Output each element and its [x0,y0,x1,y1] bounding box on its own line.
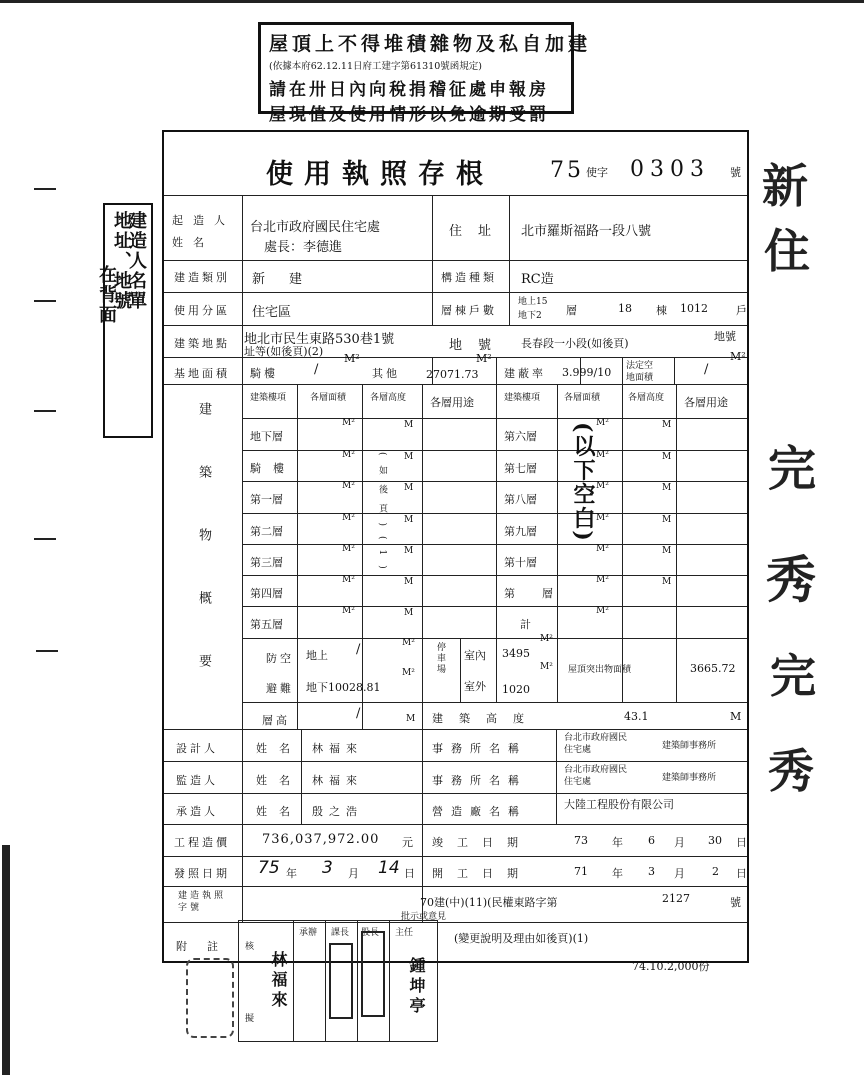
col-area-left: 各層面積 [310,393,347,403]
dong-count: 18 [618,302,632,315]
site-label: 建築地點 [174,337,230,350]
area-label: 基地面積 [174,367,230,380]
floor-row-left: 第五層 [250,618,283,631]
unit-height: M [662,515,672,525]
cost-unit: 元 [402,836,413,849]
margin-char: 秀 [766,550,816,609]
open-space-label-1: 法定空 [626,361,654,371]
unit-height: M [404,515,414,525]
floor-height-value: / [356,706,361,721]
unit-area: M² [596,575,609,585]
floor-row-left: 第三層 [250,556,283,569]
col-item-left: 建築樓項 [250,393,287,403]
permit-hao-unit: 號 [730,896,741,909]
margin-char: 完 [770,649,816,703]
roof-label: 屋頂突出物面積 [568,665,632,675]
note-label: 附註 [176,940,238,953]
building-height-label: 建築高度 [432,712,540,725]
contractor-office-label: 營造廠名稱 [432,805,527,818]
coverage-value: 3.999/10 [562,366,612,379]
address-label: 住址 [449,224,508,239]
completion-yue: 月 [674,836,685,849]
issue-ri: 日 [404,867,415,880]
floor-row-right: 第七層 [504,462,537,475]
unit-height: M [662,577,672,587]
floor-height-unit: M [406,714,416,724]
applicant-label: 起造人姓名 [172,214,235,249]
shelter-above-label: 地上 [306,649,328,662]
start-day: 2 [712,865,719,878]
completion-year: 73 [574,834,588,847]
other-value: 27071.73 [426,368,479,381]
margin-char: 新 [762,159,808,213]
shelter-above-unit: M² [402,638,415,648]
permit-hao: 號 [730,166,741,179]
designer-name-label: 姓名 [256,742,302,755]
site-address-2: 址等(如後頁)(2) [244,345,324,358]
regulation-stamp [258,22,592,125]
building-height-value: 43.1 [624,710,649,723]
completion-nian: 年 [612,836,623,849]
sig-cell-label: 課長 [331,928,350,938]
start-nian: 年 [612,867,623,880]
note-value: (變更說明及理由如後頁)(1) [454,932,589,945]
hu-count: 1012 [680,302,708,315]
sig-cell-label: 承辦 [299,928,318,938]
floors-ceng: 層 [566,304,577,317]
col-item-right: 建築樓項 [504,393,541,403]
scan-mark [34,188,56,190]
lot-value: 長春段一小段(如後頁) [521,337,629,350]
unit-height: M [404,546,414,556]
col-height-left: 各層高度 [370,393,407,403]
designer-office: 台北市政府國民住宅處 [564,733,628,755]
other-label: 其他 [372,367,400,380]
unit-area: M² [596,418,609,428]
side-note-col-2: 地址、地號 [111,211,132,311]
issue-day: 14 [378,858,400,878]
start-month: 3 [648,865,655,878]
smudge-stamp [186,958,234,1038]
permit-number: 0303 [630,157,710,182]
completion-month: 6 [648,834,655,847]
use-zone-value: 住宅區 [252,305,292,320]
open-space-unit: M² [730,350,746,363]
unit-area: M² [342,513,355,523]
margin-char: 秀 [768,744,814,798]
floor-row-right: 第六層 [504,430,537,443]
floors-label: 層棟戶數 [441,304,497,317]
scan-edge [0,0,864,3]
unit-height: M [662,546,672,556]
arcade-value: / [314,362,319,377]
shelter-label-1: 防空 [266,652,294,665]
permit-value: 70建(中)(11)(民權東路字第 [420,896,558,909]
sig-cell-label: 擬 [245,1014,255,1024]
permit-label: 建造執照字號 [178,891,227,913]
stamp-line-4: 屋現值及使用情形以免逾期受罰 [269,105,549,125]
coverage-label: 建蔽率 [504,367,546,380]
stamp-line-1: 屋頂上不得堆積雜物及私自加建 [269,33,592,55]
start-year: 71 [574,865,588,878]
outdoor-unit: M² [540,662,553,672]
floor-row-right: 第十層 [504,556,537,569]
unit-area: M² [596,450,609,460]
col-use-left: 各層用途 [430,396,474,409]
unit-area: M² [596,606,609,616]
completion-ri: 日 [736,836,747,849]
applicant-rep: 處長：李德進 [264,240,343,255]
permit-num: 2127 [662,892,690,905]
other-unit: M² [476,352,492,365]
arcade-unit: M² [344,352,360,365]
designer-office-2: 建築師事務所 [662,741,717,751]
start-yue: 月 [674,867,685,880]
supervisor-name: 林福來 [312,774,363,787]
cost-value: 736,037,972.00 [262,832,380,847]
indoor-value: 3495 [502,647,530,660]
unit-area: M² [596,481,609,491]
floor-row-right: 第九層 [504,525,537,538]
issue-nian: 年 [286,867,297,880]
floor-row-left: 地下層 [250,430,283,443]
contractor-label: 承造人 [176,805,218,818]
blank-below-note: (以下空白) [570,422,596,543]
unit-height: M [662,452,672,462]
unit-area: M² [596,544,609,554]
unit-area: M² [342,418,355,428]
sig-cell-label: 主任 [395,928,414,938]
use-zone-label: 使用分區 [174,304,230,317]
dong-unit: 棟 [656,304,667,317]
floor-row-right: 第 層 [504,587,561,600]
floor-row-left: 第四層 [250,587,283,600]
open-space-label-2: 地面積 [626,373,654,383]
contractor-name: 殷之浩 [312,805,363,818]
stamp-line-2: (依據本府62.12.11日府工建字第61310號函規定) [269,61,482,72]
permit-word: 使字 [586,166,608,179]
unit-area: M² [342,606,355,616]
building-summary-label: 建築物概要 [196,402,211,717]
site-address-1: 地北市民生東路530巷1號 [244,332,395,347]
signature-block [238,912,447,1042]
scan-mark [34,300,56,302]
shelter-below-unit: M² [402,668,415,678]
unit-area: M² [596,513,609,523]
outdoor-label: 室外 [464,680,486,693]
supervisor-name-label: 姓名 [256,774,302,787]
floor-row-right: 計 [520,618,531,631]
col-use-right: 各層用途 [684,396,728,409]
start-ri: 日 [736,867,747,880]
floor-row-left: 第一層 [250,493,283,506]
building-class-value: 新建 [252,272,327,287]
structure-value: RC造 [521,272,554,287]
scan-edge [2,845,10,1075]
designer-office-label: 事務所名稱 [432,742,527,755]
issue-label: 發照日期 [174,867,230,880]
floors-below: 地下2 [518,311,542,321]
shelter-above-value: / [356,642,361,657]
unit-height: M [404,452,414,462]
supervisor-office-2: 建築師事務所 [662,773,717,783]
arcade-label: 騎樓 [250,367,278,380]
permit-year: 75 [550,158,584,183]
structure-label: 構造種類 [441,271,497,284]
side-note-col-1: 建造人名單 [126,211,147,311]
parking-label: 停車場 [435,642,445,675]
margin-char: 完 [768,441,817,497]
scan-mark [34,410,56,412]
roof-value: 3665.72 [690,662,736,675]
issue-yue: 月 [348,867,359,880]
lot-label: 地號 [449,338,508,353]
seal-stamp [329,943,353,1019]
contractor-office: 大陸工程股份有限公司 [564,798,674,811]
signature-name: 鍾坤亭 [407,957,426,1017]
unit-height: M [662,420,672,430]
applicant-name: 台北市政府國民住宅處 [250,220,381,235]
supervisor-office-label: 事務所名稱 [432,774,527,787]
sig-cell-label: 核 [245,942,255,952]
supervisor-label: 監造人 [176,774,218,787]
designer-label: 設計人 [176,742,218,755]
seal-stamp [361,931,385,1017]
lot-note: 地號 [714,330,736,343]
floor-row-right: 第八層 [504,493,537,506]
cost-label: 工程造價 [174,836,230,849]
unit-area: M² [342,544,355,554]
unit-area: M² [342,481,355,491]
col-height-right: 各層高度 [628,393,665,403]
open-space-value: / [704,362,709,377]
unit-height: M [404,483,414,493]
page-title: 使用執照存根 [266,159,494,190]
floor-row-left: 騎樓 [250,462,296,475]
side-note-box [96,203,153,438]
completion-label: 竣工日期 [432,836,532,849]
contractor-name-label: 姓名 [256,805,302,818]
shelter-label-2: 避難 [266,682,294,695]
designer-name: 林福來 [312,742,363,755]
unit-area: M² [342,450,355,460]
issue-year: 75 [258,858,280,878]
scan-mark [36,650,58,652]
hu-unit: 戶 [736,304,747,317]
unit-height: M [404,608,414,618]
unit-area: M² [342,575,355,585]
unit-height: M [404,420,414,430]
approval-stamp-label: 批示或意見 [401,912,447,922]
unit-height: M [662,483,672,493]
usage-permit-form [162,130,749,963]
floor-height-label: 層高 [262,714,290,727]
outdoor-value: 1020 [502,683,530,696]
margin-char: 住 [764,224,810,278]
floors-above: 地上15 [518,297,548,307]
shelter-below-value: 地下10028.81 [306,681,381,694]
supervisor-office: 台北市政府國民住宅處 [564,765,628,787]
scan-mark [34,538,56,540]
applicant-address: 北市羅斯福路一段八號 [521,224,652,239]
print-info: 74.10.2,000份 [632,960,710,973]
see-next-page-note: (如後頁)(1) [377,452,387,579]
signature-name: 林福來 [269,951,288,1011]
indoor-label: 室內 [464,649,486,662]
floor-row-left: 第二層 [250,525,283,538]
indoor-unit: M² [540,634,553,644]
building-class-label: 建造類別 [174,271,230,284]
unit-height: M [404,577,414,587]
sig-cell-label: 股長 [361,928,380,938]
building-height-unit: M [730,710,742,723]
col-area-right: 各層面積 [564,393,601,403]
stamp-line-3: 請在卅日內向稅捐稽征處申報房 [269,80,549,100]
completion-day: 30 [708,834,722,847]
issue-month: 3 [322,858,333,878]
start-label: 開工日期 [432,867,532,880]
side-note-col-3: 在背面 [96,265,117,325]
